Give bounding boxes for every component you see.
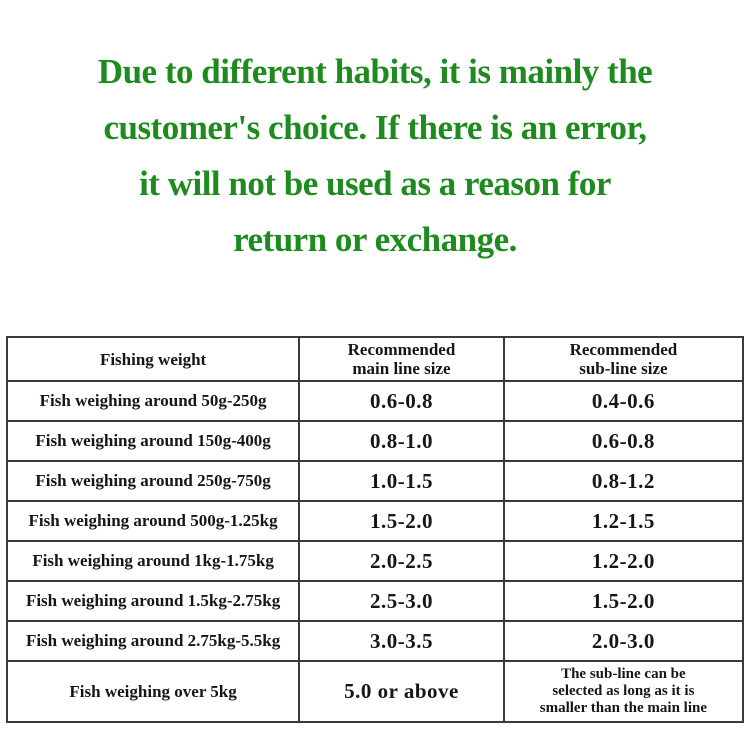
table-row: [7, 581, 743, 621]
col-header-fishing-weight-label: Fishing weight: [99, 349, 207, 369]
fishing-weight-cell: Fish weighing around 50g-250g: [7, 381, 299, 421]
sub-line-size-cell: 1.2-2.0: [504, 541, 743, 581]
fishing-weight-cell: Fish weighing around 250g-750g: [7, 461, 299, 501]
main-line-size-cell: 2.5-3.0: [299, 581, 504, 621]
fishing-weight-cell: Fish weighing over 5kg: [7, 661, 299, 722]
col-header-fishing-weight: [7, 337, 299, 381]
fishing-line-size-table: [6, 336, 744, 723]
col-header-sub-line-size-line-2: sub-line size: [579, 359, 668, 378]
sub-line-size-cell: 1.5-2.0: [504, 581, 743, 621]
main-line-size-cell: 3.0-3.5: [299, 621, 504, 661]
table-row: [7, 381, 743, 421]
heading-line-2: customer's choice. If there is an error,: [103, 108, 647, 147]
sub-line-size-cell: 0.8-1.2: [504, 461, 743, 501]
col-header-sub-line-size-line-1: Recommended: [569, 340, 678, 359]
fishing-weight-cell: Fish weighing around 2.75kg-5.5kg: [7, 621, 299, 661]
table-row: [7, 661, 743, 722]
table-header-row: [7, 337, 743, 381]
col-header-main-line-size-line-1: Recommended: [347, 340, 456, 359]
main-line-size-cell: 0.6-0.8: [299, 381, 504, 421]
table-row: [7, 541, 743, 581]
sub-line-note-line-1: The sub-line can be: [561, 666, 686, 682]
sub-line-size-cell: 1.2-1.5: [504, 501, 743, 541]
main-line-size-cell: 1.5-2.0: [299, 501, 504, 541]
col-header-main-line-size-line-2: main line size: [352, 359, 451, 378]
sub-line-size-cell: 0.4-0.6: [504, 381, 743, 421]
main-line-size-cell: 2.0-2.5: [299, 541, 504, 581]
fishing-weight-cell: Fish weighing around 1kg-1.75kg: [7, 541, 299, 581]
sub-line-note-line-3: smaller than the main line: [539, 700, 707, 716]
sub-line-size-cell: 0.6-0.8: [504, 421, 743, 461]
sub-line-size-cell: 2.0-3.0: [504, 621, 743, 661]
fishing-weight-cell: Fish weighing around 1.5kg-2.75kg: [7, 581, 299, 621]
fishing-weight-cell: Fish weighing around 150g-400g: [7, 421, 299, 461]
col-header-main-line-size: [299, 337, 504, 381]
main-line-size-cell: 5.0 or above: [299, 661, 504, 722]
heading-line-1: Due to different habits, it is mainly the: [97, 52, 653, 91]
col-header-sub-line-size: [504, 337, 743, 381]
page-title: [0, 0, 750, 268]
main-line-size-cell: 1.0-1.5: [299, 461, 504, 501]
table-row: [7, 621, 743, 661]
heading-line-3: it will not be used as a reason for: [139, 164, 611, 203]
table-row: [7, 461, 743, 501]
main-line-size-cell: 0.8-1.0: [299, 421, 504, 461]
sub-line-note-line-2: selected as long as it is: [552, 683, 695, 699]
heading-line-4: return or exchange.: [233, 220, 517, 259]
fishing-weight-cell: Fish weighing around 500g-1.25kg: [7, 501, 299, 541]
table-row: [7, 421, 743, 461]
table-row: [7, 501, 743, 541]
sub-line-note-cell: [504, 661, 743, 722]
